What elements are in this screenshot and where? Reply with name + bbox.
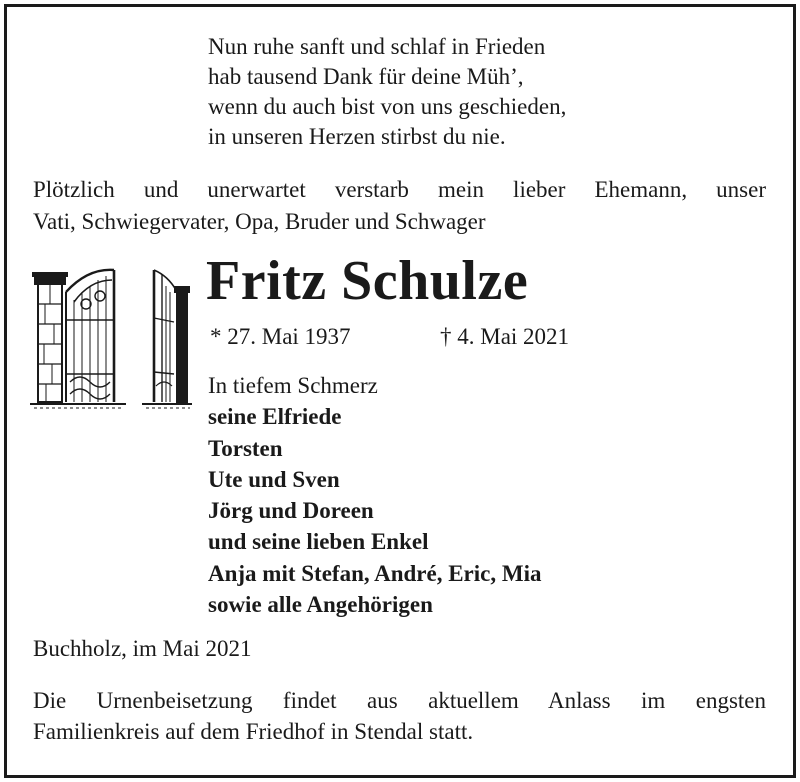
mourner-name: Anja mit Stefan, André, Eric, Mia xyxy=(208,560,542,586)
mourner-name: Jörg und Doreen xyxy=(208,498,374,524)
announcement-line: Plötzlich und unerwartet verstarb mein lieber Ehemann, unser xyxy=(33,177,766,202)
announcement-text xyxy=(33,174,766,238)
burial-line: Familienkreis auf dem Friedhof in Stendal statt. xyxy=(33,719,474,744)
burial-notice xyxy=(33,685,766,747)
death-date: † 4. Mai 2021 xyxy=(440,324,570,349)
memorial-poem xyxy=(208,32,566,152)
mourner-name: Torsten xyxy=(208,435,283,461)
mourners-list xyxy=(208,370,541,620)
mourner-name: sowie alle Angehörigen xyxy=(208,592,433,618)
mourner-name: Ute und Sven xyxy=(208,466,340,492)
poem-line: wenn du auch bist von uns geschieden, xyxy=(208,94,567,119)
life-dates xyxy=(210,322,610,352)
burial-line: Die Urnenbeisetzung findet aus aktuellem Anlass im engsten xyxy=(33,688,766,713)
mourners-heading: In tiefem Schmerz xyxy=(208,373,378,398)
poem-line: hab tausend Dank für deine Müh’, xyxy=(208,64,524,89)
deceased-name: Fritz Schulze xyxy=(206,250,529,312)
place-and-date: Buchholz, im Mai 2021 xyxy=(33,636,252,661)
mourner-name: und seine lieben Enkel xyxy=(208,529,429,555)
poem-line: in unseren Herzen stirbst du nie. xyxy=(208,124,506,149)
announcement-line: Vati, Schwiegervater, Opa, Bruder und Schwager xyxy=(33,209,486,234)
birth-date: * 27. Mai 1937 xyxy=(210,324,351,349)
poem-line: Nun ruhe sanft und schlaf in Frieden xyxy=(208,34,546,59)
mourner-name: seine Elfriede xyxy=(208,404,342,430)
garden-gate-icon xyxy=(30,262,192,412)
